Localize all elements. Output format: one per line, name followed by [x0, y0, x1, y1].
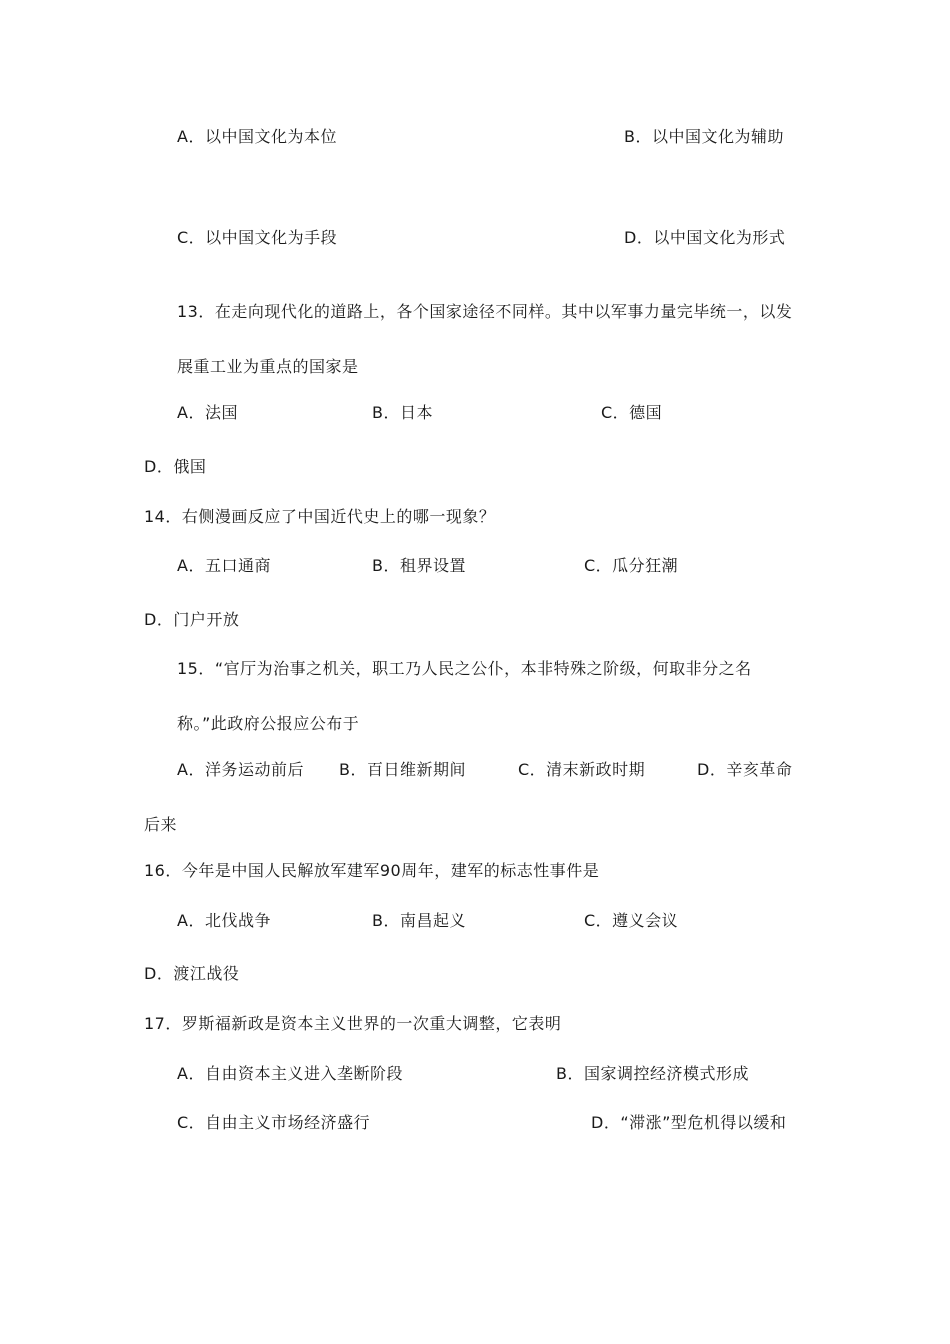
q16-option-d: D．渡江战役	[144, 964, 240, 983]
q15-option-c: C．清末新政时期	[518, 760, 646, 779]
q15-option-b: B．百日维新期间	[339, 760, 466, 779]
q15-option-d-continuation: 后来	[144, 815, 178, 834]
q14-stem: 14．右侧漫画反应了中国近代史上的哪一现象？	[144, 507, 496, 526]
q14-option-d: D．门户开放	[144, 610, 240, 629]
q15-option-d: D．辛亥革命	[697, 760, 793, 779]
q14-option-b: B．租界设置	[372, 556, 466, 575]
q12-option-a: A．以中国文化为本位	[177, 127, 337, 146]
q17-option-a: A．自由资本主义进入垄断阶段	[177, 1064, 403, 1083]
q15-stem-line2: 称。”此政府公报应公布于	[177, 714, 360, 733]
q16-option-c: C．遵义会议	[584, 911, 679, 930]
q14-option-c: C．瓜分狂潮	[584, 556, 679, 575]
q17-stem: 17．罗斯福新政是资本主义世界的一次重大调整，它表明	[144, 1014, 562, 1033]
q13-stem-line1: 13．在走向现代化的道路上，各个国家途径不同样。其中以军事力量完毕统一，以发	[177, 302, 793, 321]
q13-option-b: B．日本	[372, 403, 433, 422]
q15-stem-line1: 15．“官厅为治事之机关，职工乃人民之公仆，本非特殊之阶级，何取非分之名	[177, 659, 752, 678]
q12-option-b: B．以中国文化为辅助	[624, 127, 784, 146]
q13-stem-line2: 展重工业为重点的国家是	[177, 357, 359, 376]
q13-option-a: A．法国	[177, 403, 238, 422]
q17-option-c: C．自由主义市场经济盛行	[177, 1113, 371, 1132]
q13-option-c: C．德国	[601, 403, 663, 422]
q12-option-d: D．以中国文化为形式	[624, 228, 786, 247]
q14-option-a: A．五口通商	[177, 556, 271, 575]
q13-option-d: D．俄国	[144, 457, 207, 476]
q16-option-a: A．北伐战争	[177, 911, 271, 930]
q16-option-b: B．南昌起义	[372, 911, 466, 930]
q17-option-b: B．国家调控经济模式形成	[556, 1064, 749, 1083]
q12-option-c: C．以中国文化为手段	[177, 228, 338, 247]
q17-option-d: D．“滞涨”型危机得以缓和	[591, 1113, 787, 1132]
q15-option-a: A．洋务运动前后	[177, 760, 304, 779]
q16-stem: 16．今年是中国人民解放军建军90周年，建军的标志性事件是	[144, 861, 600, 880]
